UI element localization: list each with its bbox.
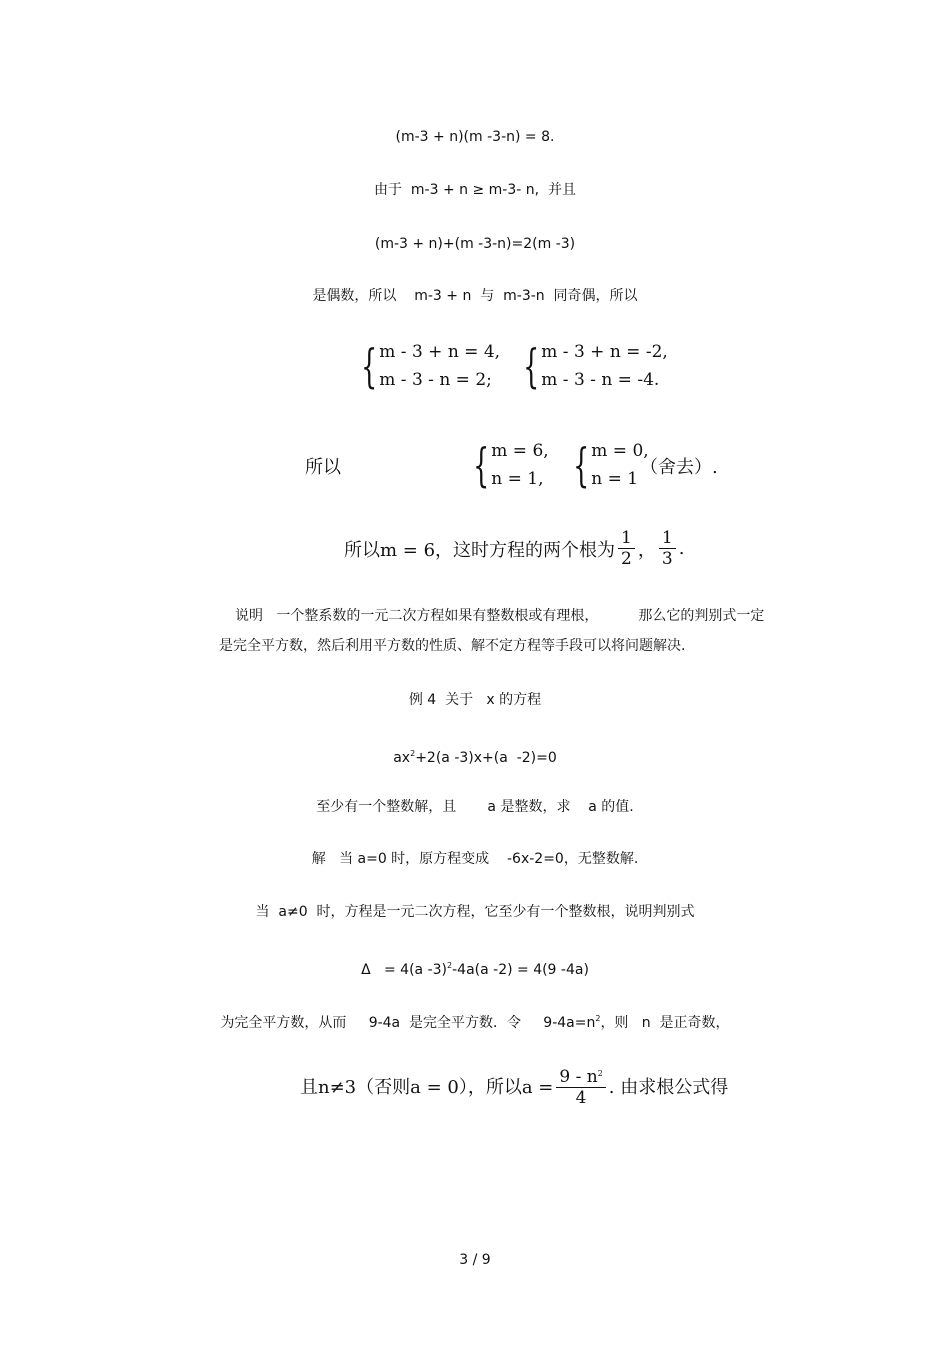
exponent: 2 bbox=[410, 749, 416, 758]
exponent: 2 bbox=[595, 1014, 601, 1023]
system-solution-2 bbox=[560, 437, 649, 493]
equation-part: +2(a -3)x+(a -2)=0 bbox=[415, 750, 557, 766]
system-1-eq1: m - 3 + n = 4, bbox=[379, 342, 501, 362]
brace-icon: { bbox=[523, 339, 540, 393]
brace-icon: { bbox=[361, 339, 378, 393]
final-suffix: . 由求根公式得 bbox=[608, 1077, 729, 1098]
final-line bbox=[300, 1064, 728, 1108]
roots-separator: ， bbox=[637, 539, 656, 561]
text-inequality: 由于 m-3 + n ≥ m-3- n, 并且 bbox=[374, 182, 576, 198]
fraction-denominator: 3 bbox=[661, 549, 673, 569]
system-equations-2 bbox=[510, 338, 668, 394]
fraction-numerator bbox=[556, 1064, 605, 1088]
equation-part: -4a(a -2) = 4(9 -4a) bbox=[452, 962, 589, 978]
note-paragraph bbox=[219, 601, 799, 661]
page-number: 3 / 9 bbox=[459, 1252, 491, 1268]
system-2-eq1: m - 3 + n = -2, bbox=[541, 342, 668, 362]
solution-line-2: 当 a≠0 时，方程是一元二次方程，它至少有一个整数根，说明判别式 bbox=[255, 904, 695, 920]
fraction-one-third bbox=[659, 528, 676, 569]
final-prefix: 且n≠3（否则a = 0），所以a = bbox=[300, 1077, 554, 1098]
example-title: 例 4 关于 x 的方程 bbox=[408, 692, 542, 708]
system-equations-1 bbox=[348, 338, 500, 394]
text-part: ，则 n 是正奇数， bbox=[600, 1015, 730, 1031]
roots-prefix: 所以m = 6，这时方程的两个根为 bbox=[344, 539, 616, 561]
text-parity: 是偶数，所以 m-3 + n 与 m-3-n 同奇偶，所以 bbox=[312, 288, 638, 304]
roots-end: . bbox=[678, 538, 685, 559]
fraction-numerator: 1 bbox=[659, 528, 676, 549]
exponent: 2 bbox=[447, 961, 453, 970]
equation-product: (m-3 + n)(m -3-n) = 8. bbox=[395, 129, 555, 145]
brace-icon: { bbox=[573, 438, 590, 492]
system-1-eq2: m - 3 - n = 2; bbox=[379, 370, 492, 390]
text-discard: （舍去）. bbox=[640, 457, 718, 478]
fraction-denominator: 4 bbox=[575, 1088, 587, 1108]
equation-part: Δ = 4(a -3) bbox=[361, 962, 448, 978]
equation-part: ax bbox=[393, 750, 411, 766]
brace-icon: { bbox=[473, 438, 490, 492]
example-equation bbox=[0, 745, 950, 767]
label-suoyi: 所以 bbox=[305, 457, 341, 478]
numerator-text: 9 - n bbox=[559, 1067, 598, 1087]
solution-1-n: n = 1, bbox=[491, 469, 544, 489]
solution-2-n: n = 1 bbox=[591, 469, 639, 489]
solution-line-1: 解 当 a=0 时，原方程变成 -6x-2=0，无整数解. bbox=[311, 851, 639, 867]
note-line-2: 是完全平方数，然后利用平方数的性质、解不定方程等手段可以将问题解决. bbox=[219, 638, 686, 654]
roots-line bbox=[344, 528, 684, 569]
fraction-one-half bbox=[618, 528, 635, 569]
solution-2-m: m = 0, bbox=[591, 441, 649, 461]
text-part: 为完全平方数，从而 9-4a 是完全平方数．令 9-4a=n bbox=[220, 1015, 596, 1031]
system-2-eq2: m - 3 - n = -4. bbox=[541, 370, 660, 390]
example-condition: 至少有一个整数解，且 a 是整数，求 a 的值. bbox=[316, 799, 634, 815]
fraction-denominator: 2 bbox=[621, 549, 632, 569]
note-line-1: 说明 一个整系数的一元二次方程如果有整数根或有理根， 那么它的判别式一定 bbox=[235, 608, 765, 624]
exponent: 2 bbox=[597, 1069, 603, 1078]
fraction-numerator: 1 bbox=[618, 528, 635, 549]
fraction-a bbox=[556, 1064, 605, 1108]
equation-sum: (m-3 + n)+(m -3-n)=2(m -3) bbox=[374, 236, 576, 252]
solution-1-m: m = 6, bbox=[491, 441, 549, 461]
solution-line-3 bbox=[0, 1010, 950, 1032]
discriminant-equation bbox=[0, 957, 950, 979]
system-solution-1 bbox=[460, 437, 549, 493]
